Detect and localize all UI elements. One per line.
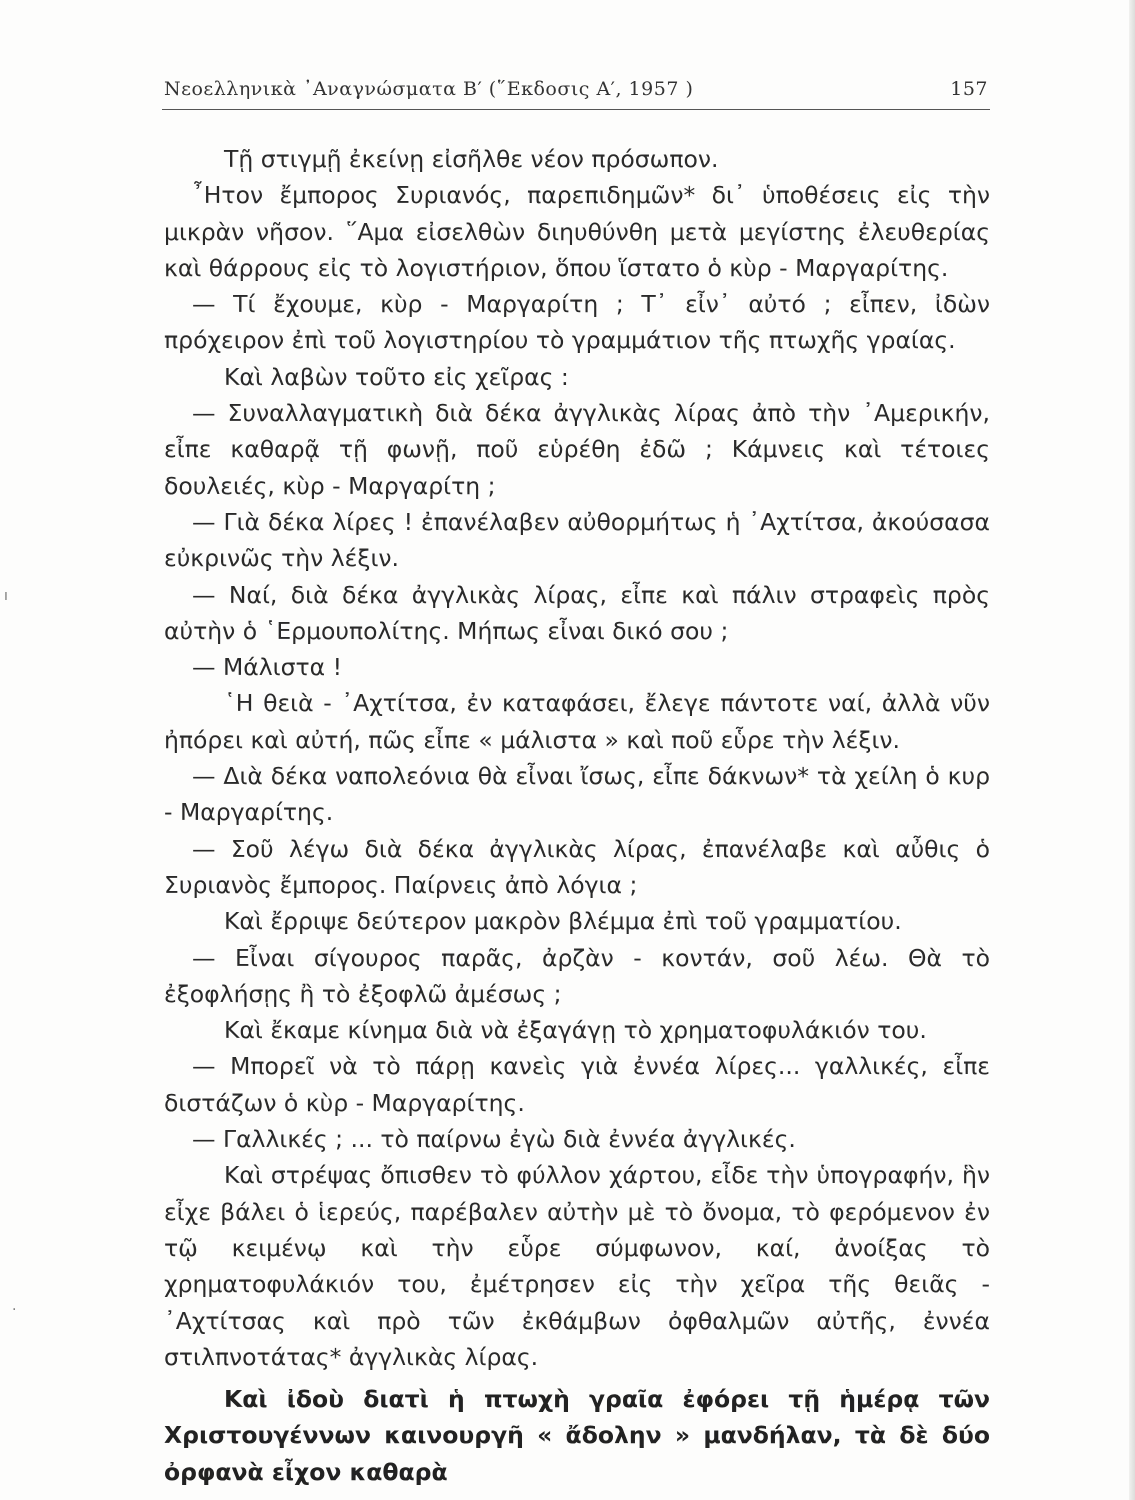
paragraph: ῏Ητον ἔμπορος Συριανός, παρεπιδημῶν* δι᾿ ὑποθέσεις εἰς τὴν μικρὰν νῆσον. ῞Αμα εἰσελθὼν διηυθύνθη μετὰ μεγίστης ἐλευθερίας καὶ θάρρους εἰς τὸ λογιστήριον, ὅπου ἵστατο ὁ κὺρ - Μαργαρίτης. (164, 181, 990, 282)
dialogue-line: — Γιὰ δέκα λίρες ! ἐπανέλαβεν αὐθορμήτως ἡ ᾿Αχτίτσα, ἀκούσασα εὐκρινῶς τὴν λέξιν. (164, 507, 990, 573)
dialogue-line: — Τί ἔχουμε, κὺρ - Μαργαρίτη ; Τ᾿ εἶν᾿ αὐτό ; εἶπεν, ἰδὼν πρόχειρον ἐπὶ τοῦ λογιστηρίου τὸ γραμμάτιον τῆς πτωχῆς γραίας. (164, 290, 990, 355)
dialogue-line: — Διὰ δέκα ναπολεόνια θὰ εἶναι ἴσως, εἶπε δάκνων* τὰ χείλη ὁ κυρ - Μαργαρίτης. (164, 762, 990, 827)
paragraph: Καὶ ἔρριψε δεύτερον μακρὸν βλέμμα ἐπὶ τοῦ γραμματίου. (224, 907, 902, 936)
margin-speck: · (12, 1302, 17, 1318)
paragraph: Τῇ στιγμῇ ἐκείνῃ εἰσῆλθε νέον πρόσωπον. (224, 145, 719, 173)
margin-speck: ı (4, 588, 8, 604)
dialogue-line: — Σοῦ λέγω διὰ δέκα ἀγγλικὰς λίρας, ἐπανέλαβε καὶ αὖθις ὁ Συριανὸς ἔμπορος. Παίρνεις ἀπὸ λόγια ; (164, 834, 990, 899)
paragraph: Καὶ ἔκαμε κίνημα διὰ νὰ ἐξαγάγῃ τὸ χρηματοφυλάκιόν του. (224, 1016, 927, 1045)
dialogue-line: — Ναί, διὰ δέκα ἀγγλικὰς λίρας, εἶπε καὶ πάλιν στραφεὶς πρὸς αὐτὴν ὁ ῾Ερμουπολίτης. Μήπως εἶναι δικό σου ; (164, 580, 990, 645)
dialogue-line: — Μπορεῖ νὰ τὸ πάρῃ κανεὶς γιὰ ἐννέα λίρες... γαλλικές, εἶπε διστάζων ὁ κὺρ - Μαργαρίτης. (164, 1052, 990, 1117)
page-number: 157 (950, 78, 988, 100)
scan-margin-specks (0, 0, 60, 1500)
paragraph: Καὶ στρέψας ὄπισθεν τὸ φύλλον χάρτου, εἶδε τὴν ὑπογραφήν, ἣν εἶχε βάλει ὁ ἱερεύς, παρέβαλεν αὐτὴν μὲ τὸ ὄνομα, τὸ φερόμενον ἐν τῷ κειμένῳ καὶ τὴν εὗρε σύμφωνον, καί, ἀνοίξας τὸ χρηματοφυλάκιόν του, ἐμέτρησεν εἰς τὴν χεῖρα τῆς θειᾶς - ᾿Αχτίτσας καὶ πρὸ τῶν ἐκθάμβων ὀφθαλμῶν αὐτῆς, ἐννέα στιλπνοτάτας* ἀγγλικὰς λίρας. (164, 1161, 990, 1371)
dialogue-line: — Συναλλαγματικὴ διὰ δέκα ἀγγλικὰς λίρας ἀπὸ τὴν ᾿Αμερικήν, εἶπε καθαρᾷ τῇ φωνῇ, ποῦ εὑρέθη ἐδῶ ; Κάμνεις καὶ τέτοιες δουλειές, κὺρ - Μαργαρίτη ; (164, 399, 990, 500)
header-rule (162, 109, 990, 110)
dialogue-line: — Γαλλικές ; ... τὸ παίρνω ἐγὼ διὰ ἐννέα ἀγγλικές. (192, 1125, 796, 1154)
running-head-title: Νεοελληνικὰ ᾿Αναγνώσματα Β′ (῞Εκδοσις Α′, 1957 ) (164, 78, 694, 100)
paragraph: ῾Η θειὰ - ᾿Αχτίτσα, ἐν καταφάσει, ἔλεγε πάντοτε ναί, ἀλλὰ νῦν ἠπόρει καὶ αὐτή, πῶς εἶπε « μάλιστα » καὶ ποῦ εὗρε τὴν λέξιν. (164, 689, 990, 754)
body-text (164, 141, 990, 1490)
dialogue-line: — Μάλιστα ! (192, 653, 343, 682)
running-head (162, 74, 990, 108)
dialogue-line: — Εἶναι σίγουρος παρᾶς, ἀρζὰν - κοντάν, σοῦ λέω. Θὰ τὸ ἐξοφλήσῃς ἢ τὸ ἐξοφλῶ ἀμέσως ; (164, 943, 990, 1008)
scan-edge-shadow (1129, 0, 1135, 1500)
paragraph: Καὶ λαβὼν τοῦτο εἰς χεῖρας : (224, 362, 569, 391)
closing-paragraph: Καὶ ἰδοὺ διατὶ ἡ πτωχὴ γραῖα ἐφόρει τῇ ἡμέρᾳ τῶν Χριστουγέννων καινουργῆ « ἄδολην » μανδήλαν, τὰ δὲ δύο ὀρφανὰ εἶχον καθαρὰ (164, 1385, 990, 1486)
